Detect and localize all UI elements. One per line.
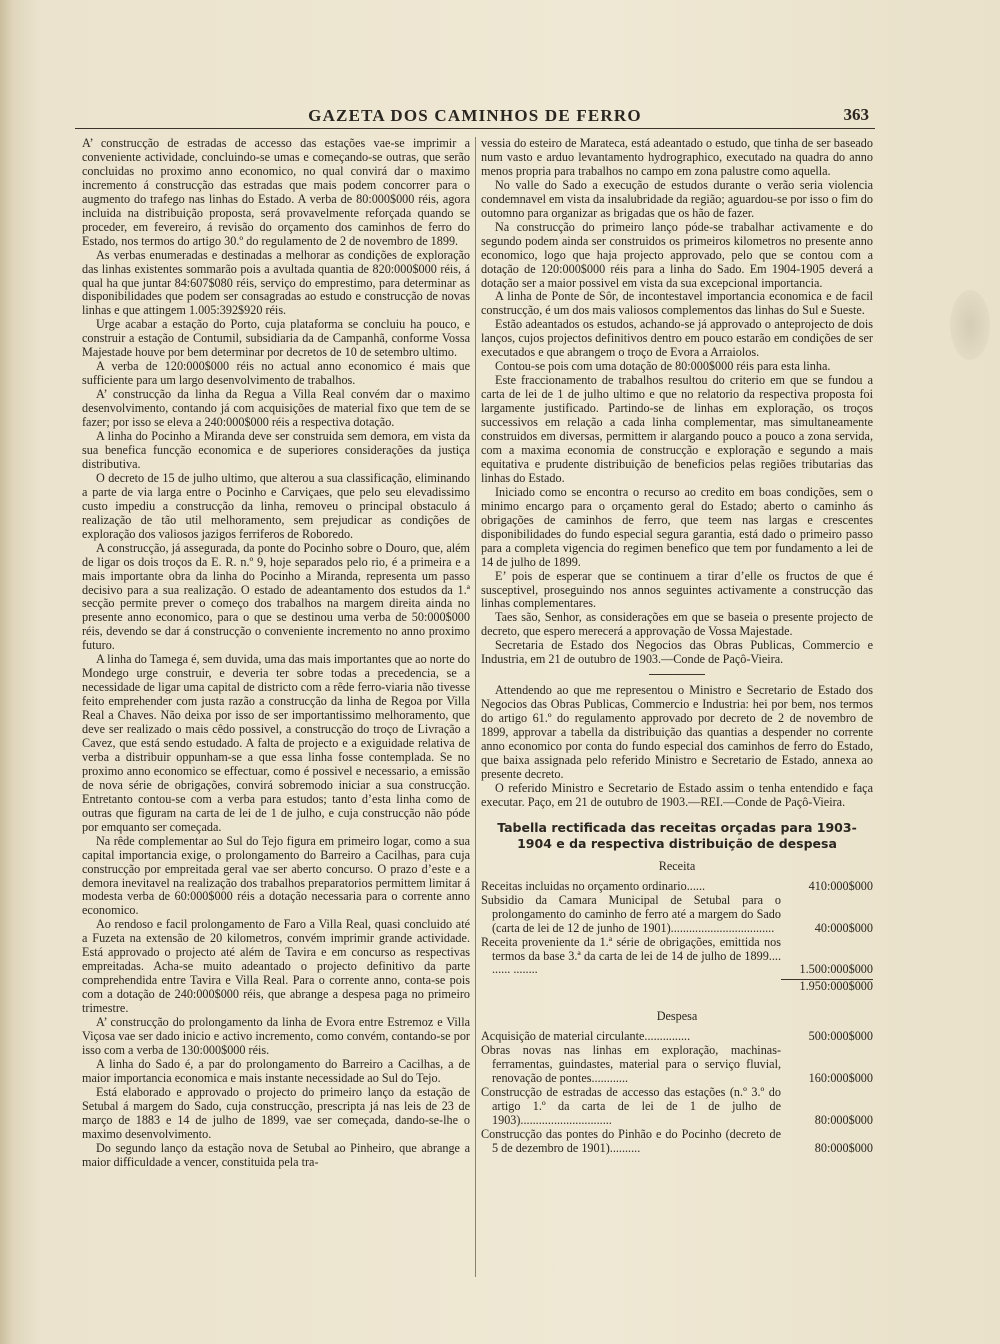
signature-paragraph: Secretaria de Estado dos Negocios das Obras Publicas, Commercio e Industria, em 21 de outubro de 1903.—Conde de Paçô-Vieira. — [481, 638, 873, 667]
row-description: Subsidio da Camara Municipal de Setubal para o prolongamento do caminho de ferro até a margem do Sado (carta de lei de 12 de junho de 1901).................................. — [481, 892, 781, 935]
paragraph: A’ construcção de estradas de accesso das estações vae-se imprimir a conveniente actividade, concluindo-se umas e começando-se outras, que serão concluidas no proximo anno economico, no qual convirá dar o maximo incremento á construcção das estradas que mais podem concorrer para o augmento do trafego nas linhas do Estado. A verba de 80:000$000 réis, agora incluida na distribuição proposta, será provavelmente reforçada quando se proceder, em fevereiro, á revisão do orçamento dos caminhos de ferro do Estado, nos termos do artigo 30.º do regulamento de 2 de novembro de 1899. — [82, 136, 470, 248]
receita-total: 1.950:000$000 — [781, 979, 873, 994]
row-description: Receitas incluidas no orçamento ordinario...... — [481, 878, 706, 893]
column-divider — [475, 137, 476, 1277]
receita-heading: Receita — [658, 858, 696, 873]
table-row — [481, 894, 873, 936]
right-column — [481, 137, 873, 1156]
paragraph: A construcção, já assegurada, da ponte do Pocinho sobre o Douro, que, além de ligar os dois troços da E. R. n.º 9, hoje separados pelo rio, é a primeira e a mais importante obra da linha do Pocinho a Miranda, representa um passo decisivo para a sua realização. O estado de adeantamento dos estudos da 1.ª secção permite prever o começo dos trabalhos na margem direita ainda no presente anno economico, para o que se destinou uma verba de 50:000$000 réis, devendo se dar á construcção o conveniente incremento no anno proximo futuro. — [82, 540, 470, 653]
paragraph: A’ construcção do prolongamento da linha de Evora entre Estremoz e Villa Viçosa vae ser dado inicio e activo incremento, como convém, contando-se por isso com a verba de 130:000$000 réis. — [82, 1015, 470, 1057]
row-amount: 160:000$000 — [808, 1071, 873, 1086]
row-amount: 500:000$000 — [808, 1029, 873, 1044]
paragraph: Urge acabar a estação do Porto, cuja plataforma se concluiu ha pouco, e construir a estação de Contumil, subsidiaria da de Campanhã, conforme Vossa Majestade houve por bem determinar por decretos de 10 de setembro ultimo. — [82, 317, 470, 360]
thumbprint-smudge — [950, 290, 990, 360]
row-description: Construcção das pontes do Pinhão e do Pocinho (decreto de 5 de dezembro de 1901).......... — [481, 1127, 781, 1155]
row-amount: 40:000$000 — [814, 920, 873, 935]
left-column — [82, 137, 470, 1170]
paragraph: Na rêde complementar ao Sul do Tejo figura em primeiro logar, como a sua capital importancia exige, o prolongamento do Barreiro a Cacilhas, para cuja construcção por empreitada geral vae ser aberto concurso. O prazo d’este e a demora inevitavel na realização dos trabalhos preparatorios permittem limitar á modesta verba de 60:000$000 réis a dotação necessaria para o corrente anno economico. — [82, 833, 470, 918]
paragraph: E’ pois de esperar que se continuem a tirar d’elle os fructos de que é susceptivel, proseguindo nos annos seguintes activamente a construcção das linhas complementares. — [481, 568, 873, 611]
paragraph: Iniciado como se encontra o recurso ao credito em boas condições, sem o minimo encargo para o orçamento geral do Estado; aberto o caminho ás obrigações de caminhos de ferro, que teem nas largas e crescentes disponibilidades do fundo especial segura garantia, está dado o primeiro passo para a completa vigencia do regimen benefico que tem por fundamento a lei de 14 de julho de 1899. — [481, 484, 873, 569]
despesa-heading: Despesa — [656, 1009, 698, 1024]
table-row — [481, 1128, 873, 1156]
paragraph: Está elaborado e approvado o projecto do primeiro lanço da estação de Setubal á margem do Sado, cuja construcção, prescripta já nas leis de 23 de março de 1883 e 14 de julho de 1899, vae ser começada, dando-se-lhe o maximo desenvolvimento. — [82, 1084, 470, 1141]
paragraph: A’ construcção da linha da Regua a Villa Real convém dar o maximo desenvolvimento, contando já com acquisições de material fixo que tem de se fazer; por isso se eleva a 240:000$000 réis a respectiva dotação. — [82, 387, 470, 430]
table-row — [481, 1044, 873, 1086]
paragraph: Na construcção do primeiro lanço póde-se trabalhar activamente e do segundo podem ainda ser construidos os primeiros kilometros no presente anno economico, logo que haja projecto approvado, pelo que se contou com a dotação de 120:000$000 réis para a linha do Sado. Em 1904-1905 deverá a dotação ser a maior possivel em vista da sua excepcional importancia. — [481, 219, 873, 290]
publication-title: GAZETA DOS CAMINHOS DE FERRO — [308, 106, 642, 125]
paragraph: Do segundo lanço da estação nova de Setubal ao Pinheiro, que abrange a maior difficuldade a vencer, constituida pela tra- — [82, 1140, 470, 1169]
paragraph: A linha do Sado é, a par do prolongamento do Barreiro a Cacilhas, a de maior importancia economica e mais instante necessidade ao Sul do Tejo. — [82, 1056, 470, 1085]
page-edge — [0, 0, 14, 1344]
row-amount: 80:000$000 — [814, 1140, 873, 1155]
section-divider — [649, 674, 705, 675]
row-amount: 410:000$000 — [808, 878, 873, 893]
page-number: 363 — [843, 105, 869, 124]
paragraph: A linha do Pocinho a Miranda deve ser construida sem demora, em vista da sua benefica funcção economica e de superiores considerações da justiça distributiva. — [82, 429, 470, 471]
paragraph: vessia do esteiro de Marateca, está adeantado o estudo, que tinha de ser baseado num vasto e arduo levantamento hydrographico, executado na quadra do anno menos propria para trabalhos no campo em zona palustre como aquella. — [481, 136, 873, 178]
table-row — [481, 880, 873, 894]
row-description: Acquisição de material circulante............... — [481, 1029, 691, 1044]
page-header — [75, 104, 875, 129]
paragraph: A linha de Ponte de Sôr, de incontestavel importancia economica e de facil construcção, é um dos mais valiosos complementos das linhas do Sul e Sueste. — [481, 289, 873, 318]
row-amount: 80:000$000 — [814, 1113, 873, 1128]
row-description: Construcção de estradas de accesso das estações (n.º 3.º do artigo 1.º da carta de lei de 1 de julho de 1903).............................. — [481, 1085, 781, 1128]
row-description: Receita proveniente da 1.ª série de obrigações, emittida nos termos da base 3.ª da carta de lei de 14 de julho de 1899.... ...... ........ — [481, 934, 781, 977]
paragraph: Taes são, Senhor, as considerações em que se baseia o presente projecto de decreto, que espero merecerá a approvação de Vossa Majestade. — [481, 610, 873, 639]
decree-paragraph: Attendendo ao que me representou o Ministro e Secretario de Estado dos Negocios das Obras Publicas, Commercio e Industria: hei por bem, nos termos do artigo 61.º do regulamento approvado por decreto de 2 de novembro de 1899, approvar a tabella da distribuição das quantias a despender no corrente anno economico por conta do fundo especial dos caminhos de ferro do Estado, que baixa assignada pelo referido Ministro e Secretario de Estado, annexa ao presente decreto. — [481, 683, 873, 781]
decree-paragraph: O referido Ministro e Secretario de Estado assim o tenha entendido e faça executar. Paço, em 21 de outubro de 1903.—REI.—Conde de Paçô-Vieira. — [481, 780, 873, 809]
paragraph: No valle do Sado a execução de estudos durante o verão seria violencia condemnavel em vista da insalubridade da região; aguardou-se por isso o fim do outomno para organizar as brigadas que os hão de fazer. — [481, 177, 873, 220]
row-description: Obras novas nas linhas em exploração, machinas-ferramentas, guindastes, material para o serviço fluvial, renovação de pontes............ — [481, 1043, 781, 1086]
paragraph: A linha do Tamega é, sem duvida, uma das mais importantes que ao norte do Mondego urge construir, e deveria ter sobre todas a precedencia, se a necessidade de ligar uma capital de districto com a rêde ferro-viaria não tivesse feito emprehender com justa razão a construcção da linha de Regoa por Villa Real a Chaves. Não deixa por isso de ser importantissimo melhoramento, que deve ser realizado o mais cêdo possivel, a construcção do troço de Livração a Cavez, que está sendo estudado. A falta de projecto e a exiguidade relativa de verba a distribuir oppunham-se a que essa linha fosse contemplada. Se no proximo anno economico se effectuar, como é possivel e necessario, a emissão de nova série de obrigações, convirá sobremodo iniciar a sua construcção. Entretanto contou-se com a verba para estudos; tanto d’esta linha como de outras que figuram na carta de lei de 1 de julho, e cuja construcção não póde por emquanto ser começada. — [82, 652, 470, 834]
paragraph: Ao rendoso e facil prolongamento de Faro a Villa Real, quasi concluido até a Fuzeta na extensão de 20 kilometros, convém imprimir grande actividade. Está approvado o projecto até além de Tavira e em concurso as respectivas empreitadas. Acha-se muito adeantado o projecto definitivo da parte comprehendida entre Tavira e Villa Real. Para o corrente anno, conta-se pois com a dotação de 240:000$000 réis, que abrange a despesa paga no primeiro trimestre. — [82, 917, 470, 1016]
paragraph: Este fraccionamento de trabalhos resultou do criterio em que se fundou a carta de lei de 1 de julho ultimo e que no relatorio da respectiva proposta foi largamente justificado. Partindo-se de linhas em exploração, os troços successivos em relação a cada linha complementar, mas simultaneamente construidos em diversas, permittem ir alargando pouco a pouco a zona servida, com a maxima economia de construcção e exploração e segundo a mais equitativa e prudente distribuição de beneficios pelas regiões tributarias das linhas do Estado. — [481, 373, 873, 485]
paragraph: As verbas enumeradas e destinadas a melhorar as condições de exploração das linhas existentes sommarão pois a avultada quantia de 820:000$000 réis, á qual ha que juntar 84:607$080 réis, serviço do emprestimo, para determinar as disponibilidades que podem ser consagradas ao estudo e construcção de novas linhas e que attingem 1.005:392$920 réis. — [82, 247, 470, 318]
table-title: Tabella rectificada das receitas orçadas para 1903-1904 e da respectiva distribuição de despesa — [497, 819, 857, 851]
paragraph: O decreto de 15 de julho ultimo, que alterou a sua classificação, eliminando a parte de via larga entre o Pocinho e Carviçaes, que pelo seu elevadissimo custo impediu a construcção da linha, removeu o principal obstaculo á realização de tão util melhoramento, sem prejudicar as condições de exploração dos valiosos jazigos ferriferos de Roboredo. — [82, 470, 470, 541]
row-amount: 1.500:000$000 — [799, 962, 873, 977]
table-row — [481, 1086, 873, 1128]
table-row — [481, 1030, 873, 1044]
paragraph: A verba de 120:000$000 réis no actual anno economico é mais que sufficiente para um largo desenvolvimento de trabalhos. — [82, 359, 470, 388]
paragraph: Contou-se pois com uma dotação de 80:000$000 réis para esta linha. — [495, 359, 831, 374]
paragraph: Estão adeantados os estudos, achando-se já approvado o anteprojecto de dois lanços, cujos projectos definitivos dentro em pouco estarão em condições de ser executados e que abrangem o troço de Evora a Arraiolos. — [481, 317, 873, 360]
table-row — [481, 936, 873, 978]
